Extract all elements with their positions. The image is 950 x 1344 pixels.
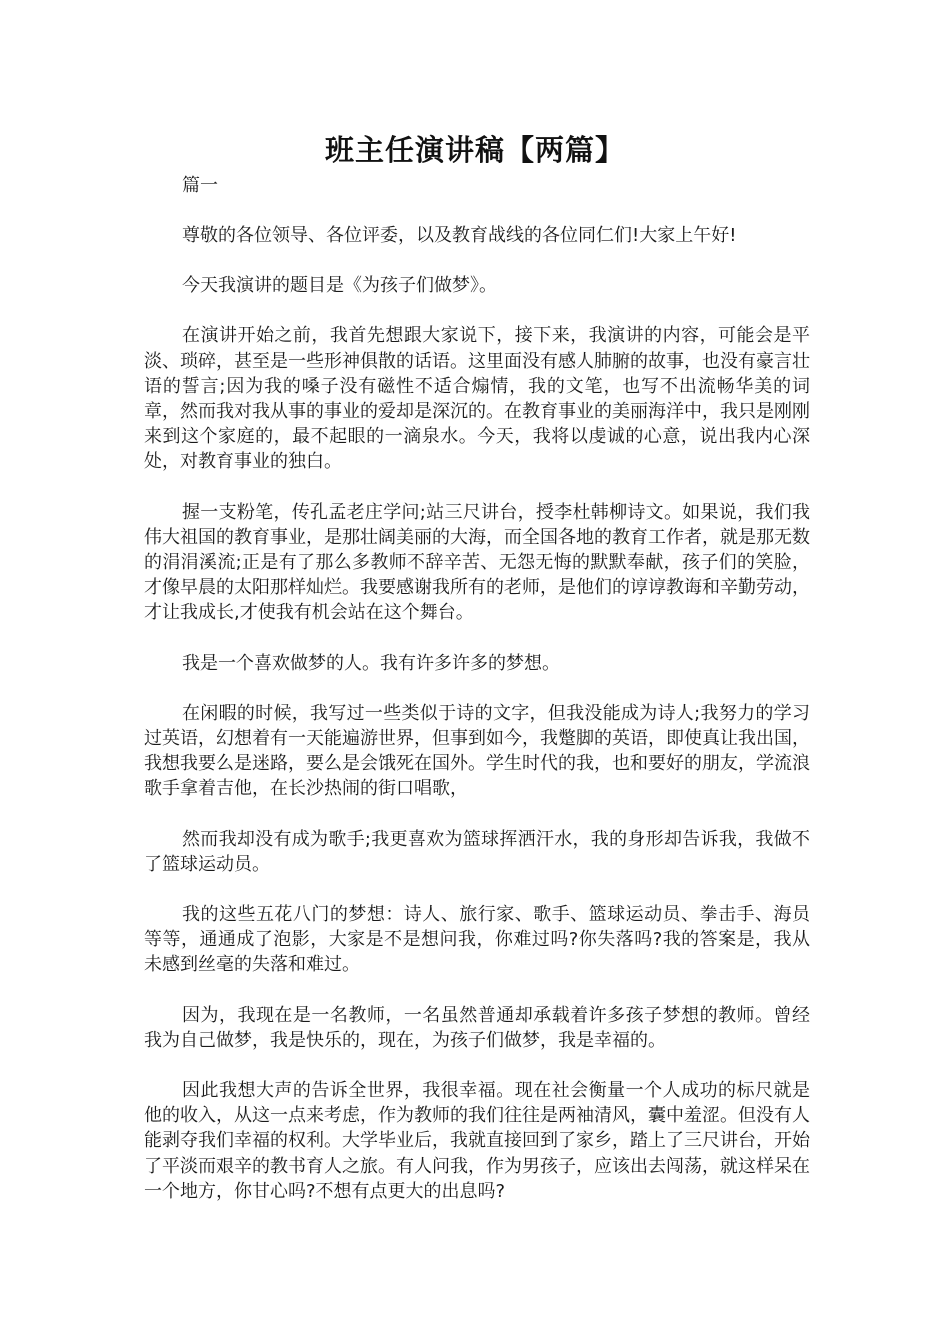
document-body bbox=[144, 173, 810, 1229]
paragraph-dreamer: 我是一个喜欢做梦的人。我有许多许多的梦想。 bbox=[182, 652, 560, 674]
paragraph-dreams-list: 我的这些五花八门的梦想：诗人、旅行家、歌手、篮球运动员、拳击手、海员等等，通通成了泡影，大家是不是想问我，你难过吗?你失落吗?我的答案是，我从未感到丝毫的失落和难过。 bbox=[144, 904, 810, 976]
section-label: 篇一 bbox=[182, 175, 218, 196]
paragraph-happiness: 因此我想大声的告诉全世界，我很幸福。现在社会衡量一个人成功的标尺就是他的收入，从这一点来考虑，作为教师的我们往往是两袖清风，囊中羞涩。但没有人能剥夺我们幸福的权利。大学毕业后，我就直接回到了家乡，踏上了三尺讲台，开始了平淡而艰辛的教书育人之旅。有人问我，作为男孩子，应该出去闯荡，就这样呆在一个地方，你甘心吗?不想有点更大的出息吗? bbox=[144, 1080, 810, 1202]
paragraph-teacher: 因为，我现在是一名教师，一名虽然普通却承载着许多孩子梦想的教师。曾经我为自己做梦，我是快乐的，现在，为孩子们做梦，我是幸福的。 bbox=[144, 1004, 810, 1051]
paragraph-leisure: 在闲暇的时候，我写过一些类似于诗的文字，但我没能成为诗人;我努力的学习过英语，幻想着有一天能遍游世界，但事到如今，我蹩脚的英语，即使真让我出国，我想我要么是迷路，要么是会饿死在国外。学生时代的我，也和要好的朋友，学流浪歌手拿着吉他，在长沙热闹的街口唱歌， bbox=[144, 702, 810, 800]
document-title: 班主任演讲稿【两篇】 bbox=[324, 133, 625, 167]
paragraph-chalk: 握一支粉笔，传孔孟老庄学问;站三尺讲台，授李杜韩柳诗文。如果说，我们我伟大祖国的教育事业，是那壮阔美丽的大海，而全国各地的教育工作者，就是那无数的涓涓溪流;正是有了那么多教师不辞辛苦、无怨无悔的默默奉献，孩子们的笑脸，才像早晨的太阳那样灿烂。我要感谢我所有的老师，是他们的谆谆教诲和辛勤劳动，才让我成长,才使我有机会站在这个舞台。 bbox=[144, 501, 810, 624]
paragraph-intro: 在演讲开始之前，我首先想跟大家说下，接下来，我演讲的内容，可能会是平淡、琐碎，甚至是一些形神俱散的话语。这里面没有感人肺腑的故事，也没有豪言壮语的誓言;因为我的嗓子没有磁性不适合煽情，我的文笔，也写不出流畅华美的词章，然而我对我从事的事业的爱却是深沉的。在教育事业的美丽海洋中，我只是刚刚来到这个家庭的，最不起眼的一滴泉水。今天，我将以虔诚的心意，说出我内心深处，对教育事业的独白。 bbox=[144, 325, 810, 473]
paragraph-greeting: 尊敬的各位领导、各位评委，以及教育战线的各位同仁们!大家上午好! bbox=[182, 225, 737, 246]
paragraph-topic: 今天我演讲的题目是《为孩子们做梦》。 bbox=[182, 275, 497, 297]
paragraph-basketball: 然而我却没有成为歌手;我更喜欢为篮球挥洒汗水，我的身形却告诉我，我做不了篮球运动员。 bbox=[144, 828, 810, 875]
